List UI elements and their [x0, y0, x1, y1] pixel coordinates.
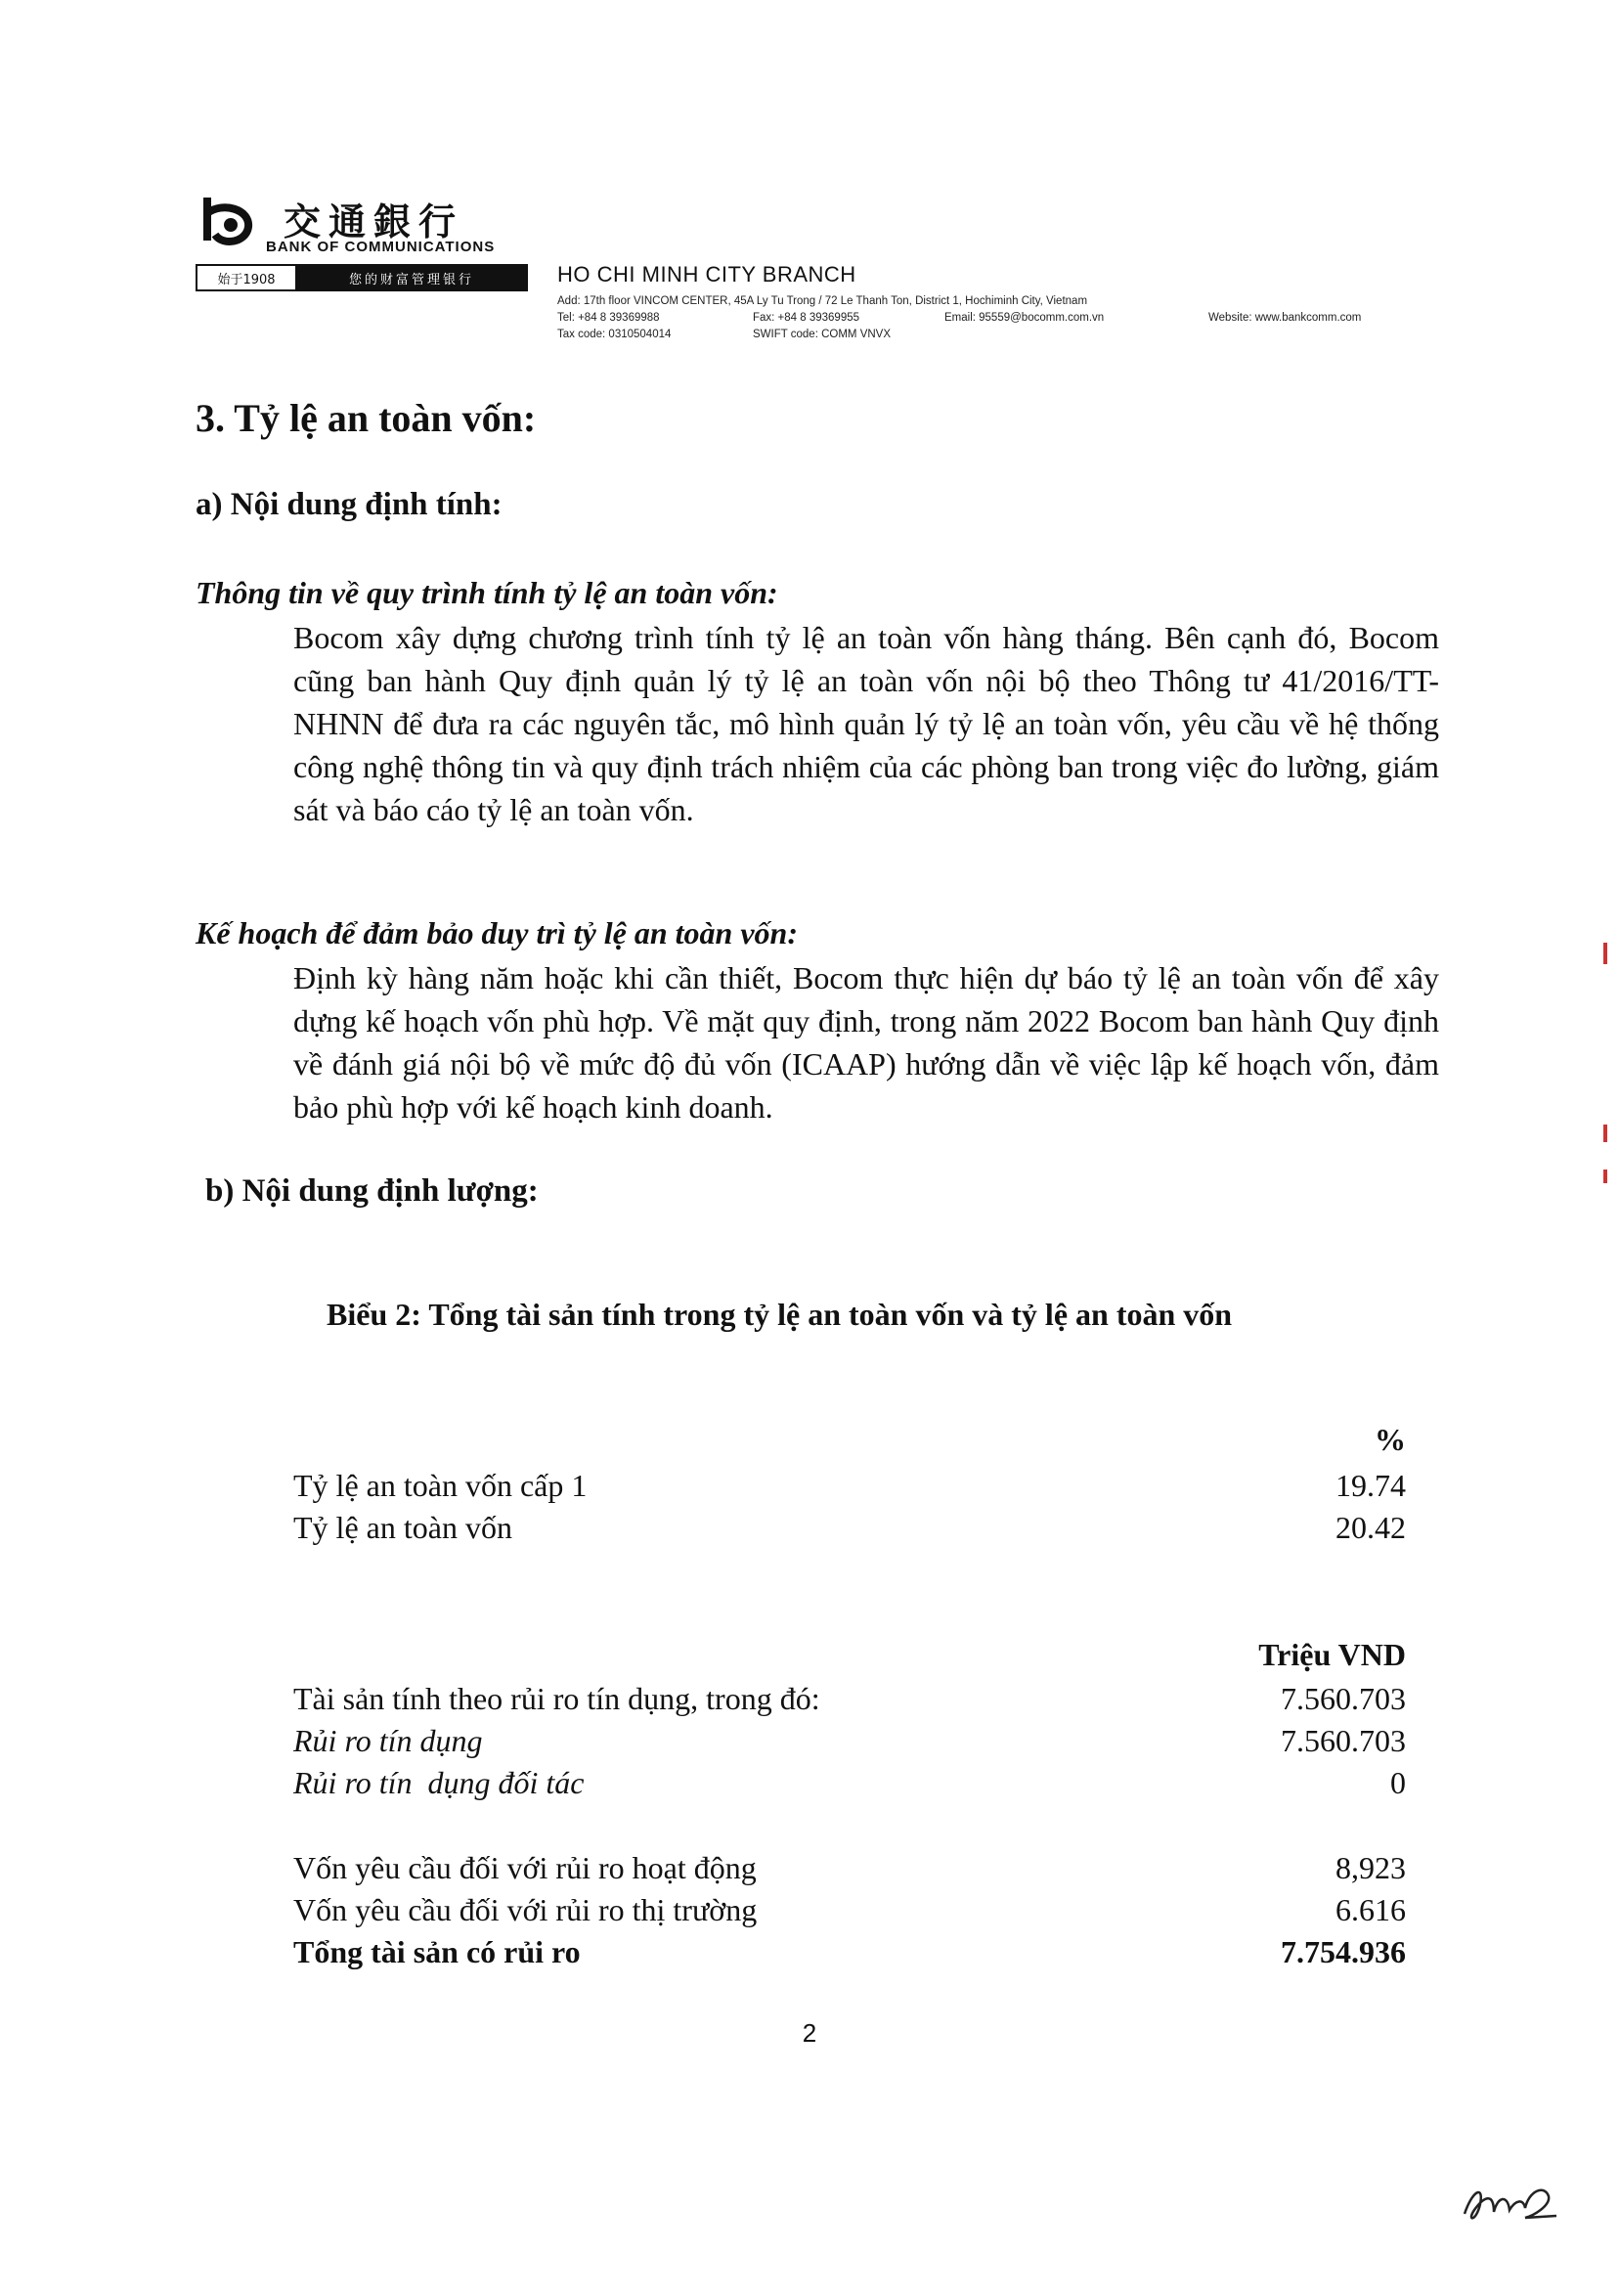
row-value: 20.42 [1335, 1510, 1406, 1545]
since-year: 始于1908 [197, 266, 297, 289]
row-value: 8,923 [1335, 1850, 1406, 1885]
table-row [293, 1762, 1406, 1804]
table-caption: Biểu 2: Tổng tài sản tính trong tỷ lệ an toàn vốn và tỷ lệ an toàn vốn [327, 1297, 1233, 1332]
qualitative-heading: a) Nội dung định tính: [196, 487, 503, 522]
ratio-unit: % [1375, 1422, 1406, 1457]
margin-mark [1603, 1170, 1607, 1183]
table-row [293, 1678, 1406, 1720]
row-value: 6.616 [1335, 1892, 1406, 1927]
bank-slogan: 您的财富管理银行 [297, 266, 526, 289]
bank-name-cjk: 交通銀行 [284, 200, 464, 243]
row-label: Vốn yêu cầu đối với rủi ro hoạt động [293, 1850, 757, 1885]
row-label: Tỷ lệ an toàn vốn [293, 1510, 512, 1545]
table-row [293, 1847, 1406, 1889]
total-row [293, 1931, 1406, 1973]
bank-name-en: BANK OF COMMUNICATIONS [266, 239, 496, 255]
tel: Tel: +84 8 39369988 [557, 312, 660, 324]
page-number: 2 [802, 2018, 817, 2048]
table-row [293, 1465, 1406, 1507]
branch-name: HO CHI MINH CITY BRANCH [557, 262, 856, 287]
process-paragraph: Bocom xây dựng chương trình tính tỷ lệ an toàn vốn hàng tháng. Bên cạnh đó, Bocom cũng ban hành Quy định quản lý tỷ lệ an toàn vốn nội bộ theo Thông tư 41/2016/TT-NHNN để đưa ra các nguyên tắc, mô hình quản lý tỷ lệ an toàn vốn, yêu cầu về hệ thống công nghệ thông tin và quy định trách nhiệm của các phòng ban trong việc đo lường, giám sát và báo cáo tỷ lệ an toàn vốn. [293, 620, 1439, 827]
row-value: 7.560.703 [1281, 1723, 1406, 1758]
row-label: Tài sản tính theo rủi ro tín dụng, trong đó: [293, 1681, 820, 1716]
plan-heading: Kế hoạch để đảm bảo duy trì tỷ lệ an toàn vốn: [196, 915, 798, 950]
table-row [293, 1507, 1406, 1549]
bank-logo-icon [194, 192, 262, 250]
row-value: 19.74 [1335, 1468, 1406, 1503]
row-label: Tỷ lệ an toàn vốn cấp 1 [293, 1468, 588, 1503]
branch-address: Add: 17th floor VINCOM CENTER, 45A Ly Tu Trong / 72 Le Thanh Ton, District 1, Hochiminh City, Vietnam [557, 295, 1088, 307]
row-label: Rủi ro tín dụng [293, 1723, 483, 1758]
row-value: 0 [1390, 1765, 1406, 1800]
contact-line [557, 312, 1361, 324]
tax-code: Tax code: 0310504014 [557, 329, 672, 340]
swift-code: SWIFT code: COMM VNVX [753, 329, 892, 340]
row-label: Vốn yêu cầu đối với rủi ro thị trường [293, 1892, 758, 1927]
process-heading: Thông tin về quy trình tính tỷ lệ an toàn vốn: [196, 575, 778, 610]
table-row [293, 1720, 1406, 1762]
email: Email: 95559@bocomm.com.vn [944, 312, 1105, 324]
quantitative-heading: b) Nội dung định lượng: [205, 1173, 539, 1209]
margin-mark [1603, 943, 1607, 964]
plan-paragraph: Định kỳ hàng năm hoặc khi cần thiết, Bocom thực hiện dự báo tỷ lệ an toàn vốn để xây dựng kế hoạch vốn phù hợp. Về mặt quy định, trong năm 2022 Bocom ban hành Quy định về đánh giá nội bộ về mức độ đủ vốn (ICAAP) hướng dẫn về việc lập kế hoạch vốn, đảm bảo phù hợp với kế hoạch kinh doanh. [293, 960, 1439, 1125]
amount-unit: Triệu VND [1258, 1637, 1406, 1672]
signature-icon [1455, 2171, 1562, 2230]
section-title: 3. Tỷ lệ an toàn vốn: [196, 396, 537, 440]
codes-line [557, 329, 891, 340]
fax: Fax: +84 8 39369955 [753, 312, 860, 324]
total-value: 7.754.936 [1281, 1934, 1406, 1969]
bank-slogan-bar [196, 264, 528, 291]
total-label: Tổng tài sản có rủi ro [293, 1934, 581, 1969]
website: Website: www.bankcomm.com [1208, 312, 1362, 324]
row-label: Rủi ro tín dụng đối tác [293, 1765, 585, 1800]
margin-mark [1603, 1125, 1607, 1142]
table-row [293, 1889, 1406, 1931]
row-value: 7.560.703 [1281, 1681, 1406, 1716]
